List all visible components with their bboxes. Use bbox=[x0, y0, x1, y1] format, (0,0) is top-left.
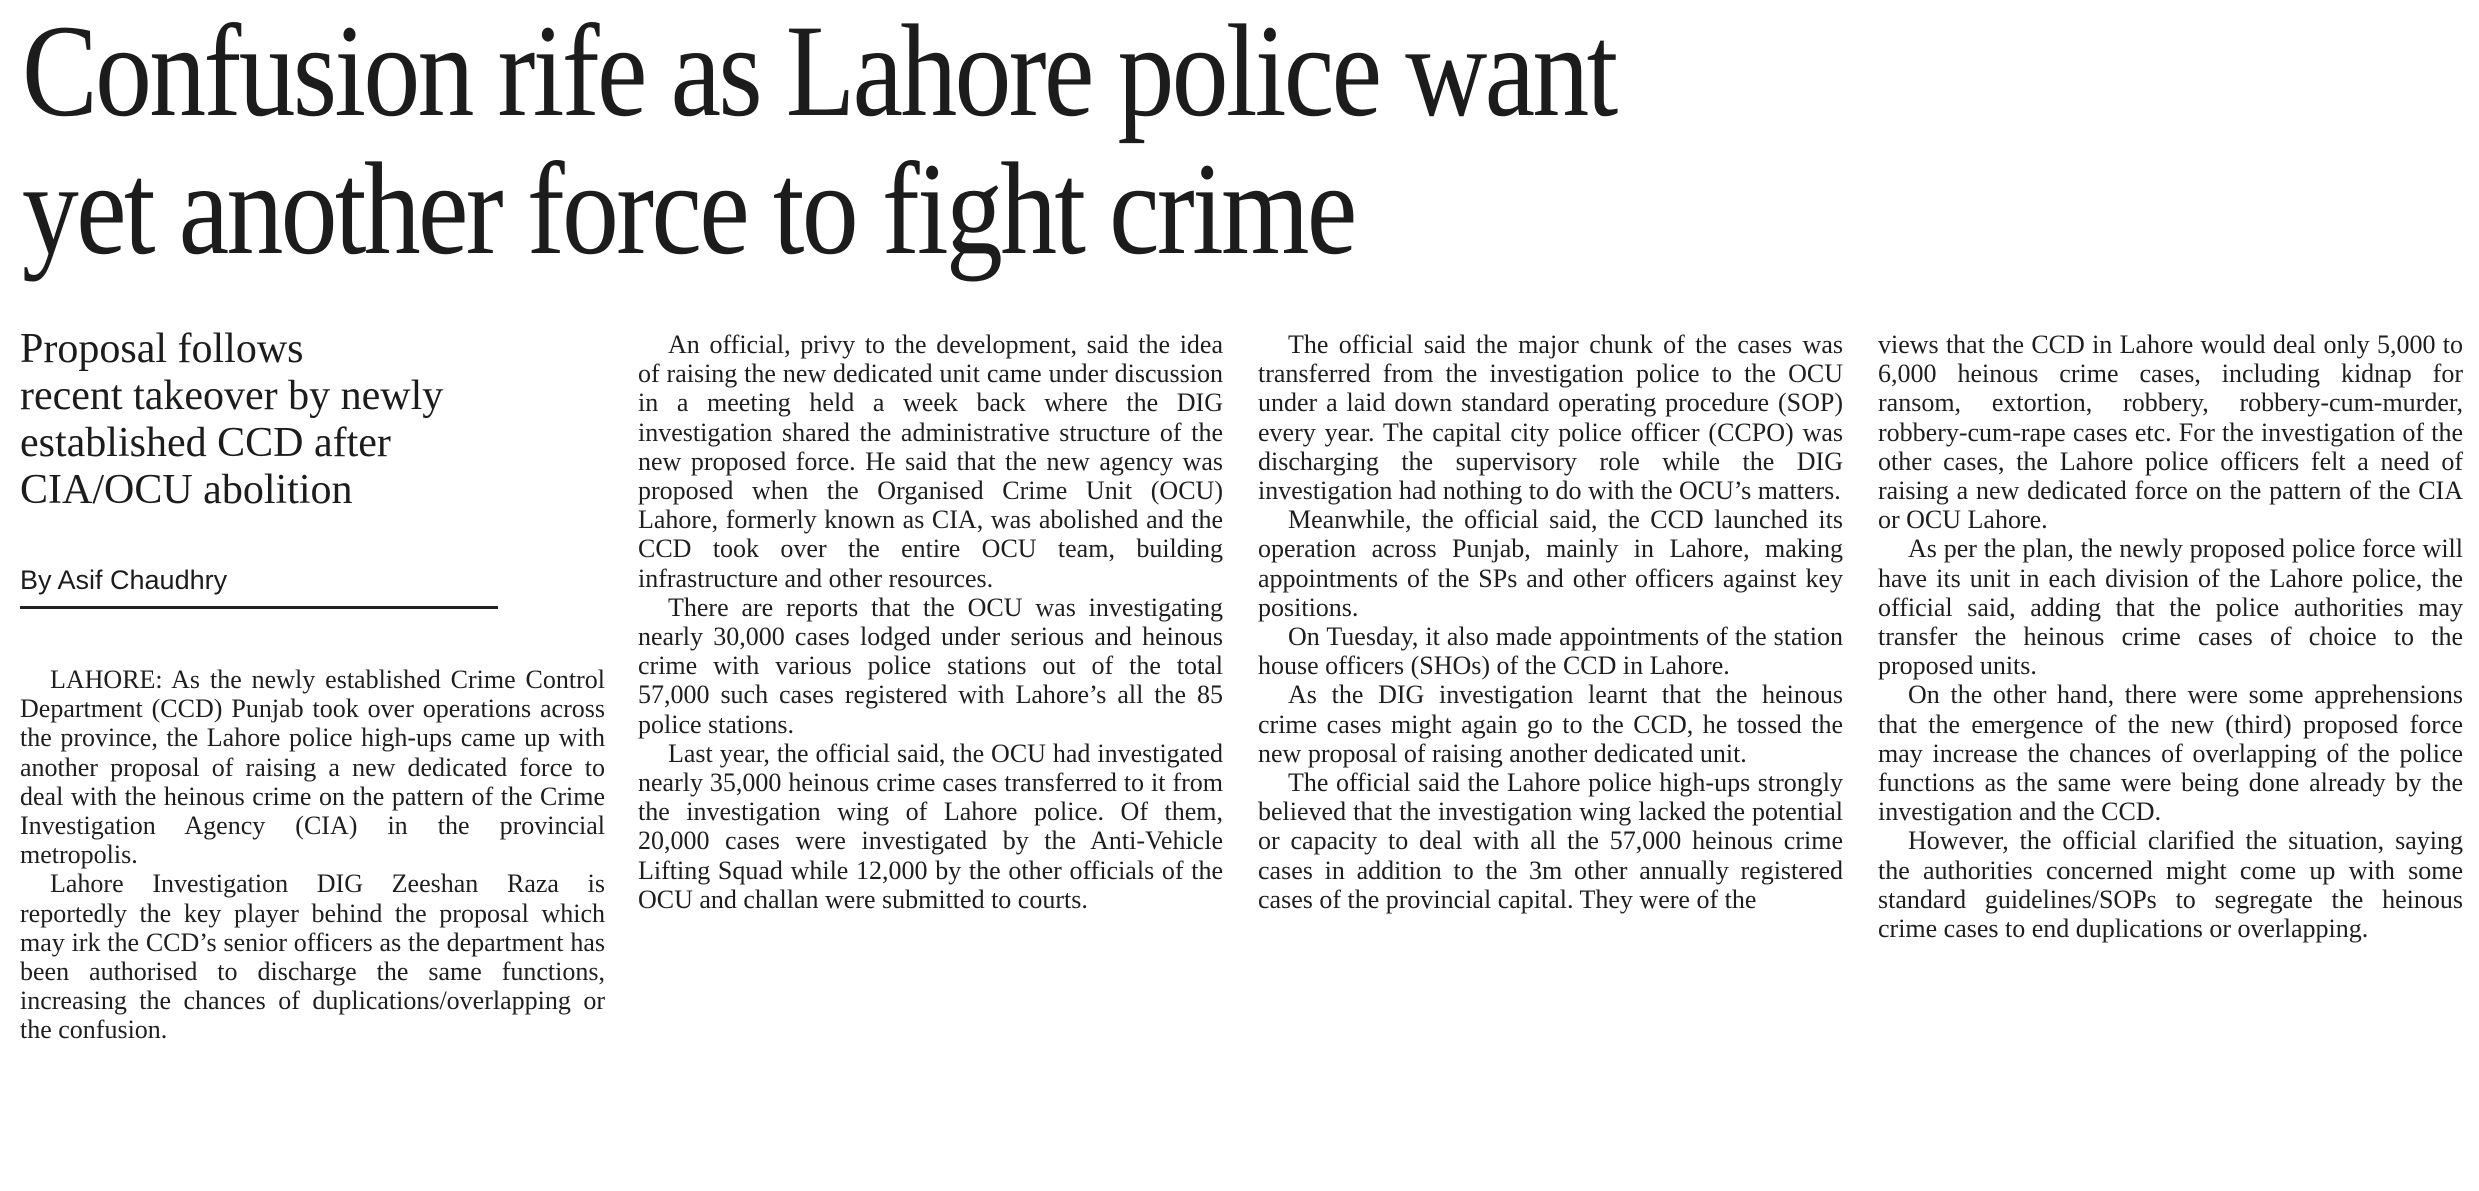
deck-line-2: recent takeover by newly bbox=[20, 373, 444, 419]
column-1-body bbox=[20, 665, 605, 1045]
deck-subheadline bbox=[20, 326, 605, 514]
paragraph: LAHORE: As the newly established Crime Control Department (CCD) Punjab took over operations across the province, the Lahore police high-ups came up with another proposal of raising a new dedicated force to deal with the heinous crime on the pattern of the Crime Investigation Agency (CIA) in the provincial metropolis. bbox=[20, 665, 605, 870]
paragraph: Lahore Investigation DIG Zeeshan Raza is reportedly the key player behind the proposal which may irk the CCD’s senior officers as the department has been authorised to discharge the same functions, increasing the chances of duplications/overlapping or the confusion. bbox=[20, 869, 605, 1045]
paragraph: Meanwhile, the official said, the CCD launched its operation across Punjab, mainly in Lahore, making appointments of the SPs and other officers against key positions. bbox=[1258, 505, 1843, 622]
byline: By Asif Chaudhry bbox=[20, 565, 228, 595]
paragraph: On Tuesday, it also made appointments of the station house officers (SHOs) of the CCD in Lahore. bbox=[1258, 622, 1843, 681]
byline-rule bbox=[20, 606, 498, 609]
column-3 bbox=[1258, 330, 1843, 914]
column-4 bbox=[1878, 330, 2463, 943]
paragraph: Last year, the official said, the OCU had investigated nearly 35,000 heinous crime cases transferred to it from the investigation wing of Lahore police. Of them, 20,000 cases were investigated by the Anti-Vehicle Lifting Squad while 12,000 by the other officials of the OCU and challan were submitted to courts. bbox=[638, 738, 1223, 914]
paragraph: An official, privy to the development, said the idea of raising the new dedicated unit came under discussion in a meeting held a week back where the DIG investigation shared the administrative structure of the new proposed force. He said that the new agency was proposed when the Organised Crime Unit (OCU) Lahore, formerly known as CIA, was abolished and the CCD took over the entire OCU team, building infrastructure and other resources. bbox=[638, 330, 1223, 593]
deck-line-3: established CCD after bbox=[20, 420, 391, 466]
paragraph: However, the official clarified the situation, saying the authorities concerned might come up with some standard guidelines/SOPs to segregate the heinous crime cases to end duplications or overlapping. bbox=[1878, 826, 2463, 944]
paragraph: The official said the major chunk of the cases was transferred from the investigation police to the OCU under a laid down standard operating procedure (SOP) every year. The capital city police officer (CCPO) was discharging the supervisory role while the DIG investigation had nothing to do with the OCU’s matters. bbox=[1258, 330, 1843, 506]
paragraph: The official said the Lahore police high-ups strongly believed that the investigation wing lacked the potential or capacity to deal with all the 57,000 heinous crime cases in addition to the 3m other annually registered cases of the provincial capital. They were of the bbox=[1258, 768, 1843, 914]
paragraph-continued: views that the CCD in Lahore would deal only 5,000 to 6,000 heinous crime cases, including kidnap for ransom, extortion, robbery, robbery-cum-murder, robbery-cum-rape cases etc. For the investigation of the other cases, the Lahore police officers felt a need of raising a new dedicated force on the pattern of the CIA or OCU Lahore. bbox=[1878, 330, 2463, 535]
deck-line-1: Proposal follows bbox=[20, 326, 304, 372]
column-1 bbox=[20, 326, 605, 1045]
headline-line-1: Confusion rife as Lahore police want bbox=[22, 0, 1616, 144]
deck-line-4: CIA/OCU abolition bbox=[20, 467, 353, 513]
paragraph: As per the plan, the newly proposed police force will have its unit in each division of the Lahore police, the official said, adding that the police authorities may transfer the heinous crime cases of choice to the proposed units. bbox=[1878, 534, 2463, 681]
paragraph: On the other hand, there were some apprehensions that the emergence of the new (third) proposed force may increase the chances of overlapping of the police functions as the same were being done already by the investigation and the CCD. bbox=[1878, 680, 2463, 827]
headline-line-2: yet another force to fight crime bbox=[22, 135, 1355, 282]
column-2 bbox=[638, 330, 1223, 914]
paragraph: As the DIG investigation learnt that the heinous crime cases might again go to the CCD, he tossed the new proposal of raising another dedicated unit. bbox=[1258, 680, 1843, 768]
paragraph: There are reports that the OCU was investigating nearly 30,000 cases lodged under serious and heinous crime with various police stations out of the total 57,000 such cases registered with Lahore’s all the 85 police stations. bbox=[638, 592, 1223, 739]
headline bbox=[22, 0, 2120, 282]
